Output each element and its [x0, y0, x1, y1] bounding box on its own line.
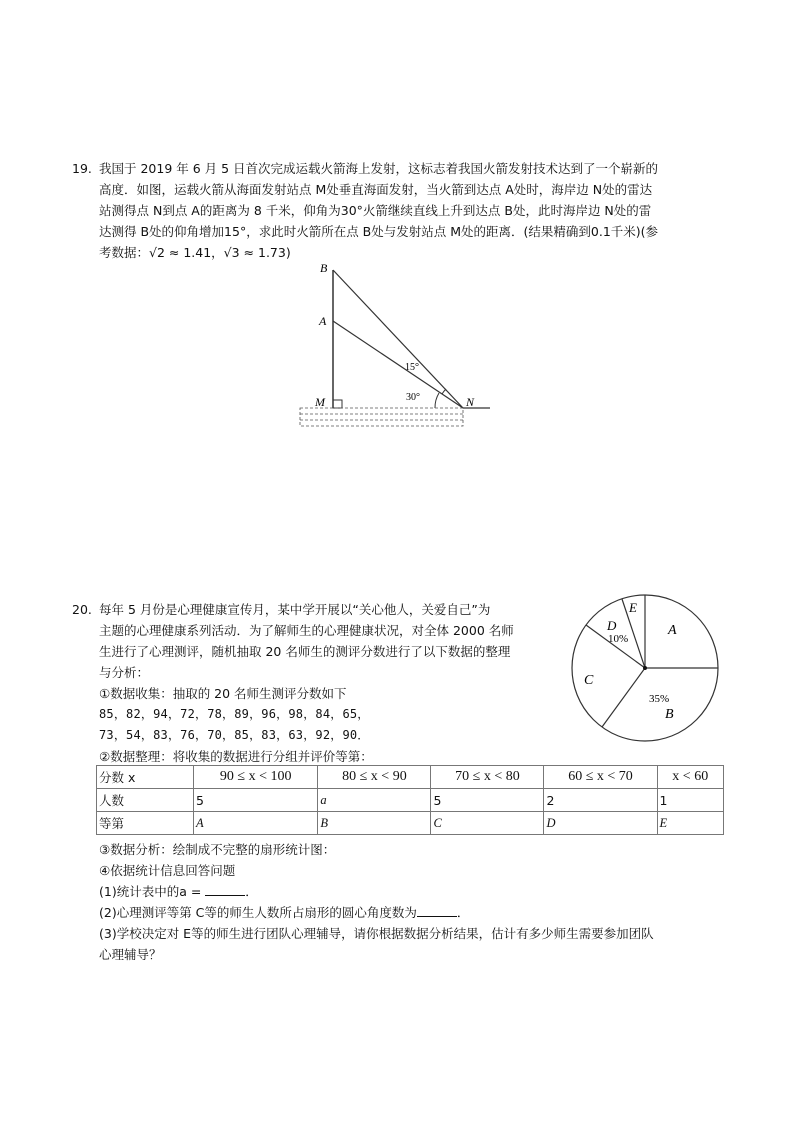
label-B: B [320, 261, 328, 275]
column-header: 90 ≤ x < 100 [194, 766, 318, 789]
answer-blank [417, 904, 457, 917]
angle-30-label: 30° [406, 392, 420, 403]
table-cell: A [194, 812, 318, 835]
q19-line-3: 站测得点 N到点 A的距离为 8 千米，仰角为30°火箭继续直线上升到达点 B处，此时海岸边 N处的雷 [99, 203, 652, 218]
table-row [97, 789, 724, 812]
pie-chart [565, 590, 725, 750]
pie-label-D: D [607, 618, 617, 633]
pie-pct-D: 10% [608, 633, 629, 645]
q20-intro-2: 主题的心理健康系列活动．为了解师生的心理健康状况，对全体 2000 名师 [99, 623, 514, 638]
pie-pct-B: 35% [649, 693, 670, 705]
q20-subquestion-1 [99, 881, 739, 902]
q19-line-2: 高度．如图，运载火箭从海面发射站点 M处垂直海面发射，当火箭到达点 A处时，海岸边 N处的雷达 [99, 182, 653, 197]
q20-scores-1: 85，82，94，72，78，89，96，98，84，65， [99, 707, 370, 721]
column-header: 70 ≤ x < 80 [431, 766, 544, 789]
answer-blank [205, 883, 245, 896]
question-19 [72, 158, 732, 263]
q20-step-4: ④依据统计信息回答问题 [99, 863, 236, 878]
sub1-end: ． [245, 884, 258, 899]
column-header: 60 ≤ x < 70 [544, 766, 657, 789]
q20-subquestion-3-line-2: 心理辅导？ [99, 947, 162, 962]
rocket-triangle-figure [290, 255, 500, 435]
table-cell: B [318, 812, 431, 835]
q20-step-3: ③数据分析：绘制成不完整的扇形统计图： [99, 842, 336, 857]
pie-label-B: B [665, 707, 674, 722]
pie-label-C: C [584, 673, 594, 688]
sub2-text: (2)心理测评等第 C等的师生人数所占扇形的圆心角度数为 [99, 905, 417, 920]
q20-step-1: ①数据收集：抽取的 20 名师生测评分数如下 [99, 686, 347, 701]
label-A: A [319, 314, 327, 328]
table-cell: 1 [657, 789, 724, 812]
column-header: 80 ≤ x < 90 [318, 766, 431, 789]
table-cell: D [544, 812, 657, 835]
table-cell: 5 [431, 789, 544, 812]
question-20-continued [99, 839, 739, 965]
q19-line-4: 达测得 B处的仰角增加15°，求此时火箭所在点 B处与发射站点 M处的距离．(结果精确到0.1千米)(参 [99, 224, 659, 239]
table-cell: 5 [194, 789, 318, 812]
q20-intro-1: 每年 5 月份是心理健康宣传月，某中学开展以“关心他人，关爱自己”为 [99, 602, 491, 617]
q20-subquestion-3-line-1: (3)学校决定对 E等的师生进行团队心理辅导，请你根据数据分析结果，估计有多少师生需要参加团队 [99, 926, 654, 941]
question-number: 20. [72, 602, 92, 617]
table-cell: a [318, 789, 431, 812]
table-row [97, 812, 724, 835]
pie-label-E: E [629, 600, 637, 615]
q20-intro-3: 生进行了心理测评，随机抽取 20 名师生的测评分数进行了以下数据的整理 [99, 644, 511, 659]
sub2-end: ． [456, 905, 470, 920]
row-header-grade: 等第 [97, 812, 194, 835]
label-N: N [466, 395, 475, 409]
row-header-count: 人数 [97, 789, 194, 812]
table-cell: E [657, 812, 724, 835]
table-row [97, 766, 724, 789]
question-20 [72, 599, 572, 767]
q19-line-5: 考数据：√2 ≈ 1.41，√3 ≈ 1.73) [99, 245, 291, 260]
q20-intro-4: 与分析： [99, 665, 150, 680]
sub1-text: (1)统计表中的a = [99, 884, 206, 899]
row-header-score: 分数 x [97, 766, 194, 789]
q19-line-1: 我国于 2019 年 6 月 5 日首次完成运载火箭海上发射，这标志着我国火箭发射技术达到了一个崭新的 [99, 161, 659, 176]
column-header: x < 60 [657, 766, 724, 789]
question-number: 19. [72, 161, 92, 176]
grade-table [96, 765, 724, 835]
table-cell: 2 [544, 789, 657, 812]
angle-15-label: 15° [405, 362, 419, 373]
pie-label-A: A [668, 623, 677, 638]
label-M: M [315, 395, 325, 409]
q20-step-2: ②数据整理：将收集的数据进行分组并评价等第： [99, 749, 373, 764]
table-cell: C [431, 812, 544, 835]
q20-scores-2: 73，54，83，76，70，85，83，63，92，90． [99, 728, 370, 742]
q20-subquestion-2 [99, 902, 739, 923]
